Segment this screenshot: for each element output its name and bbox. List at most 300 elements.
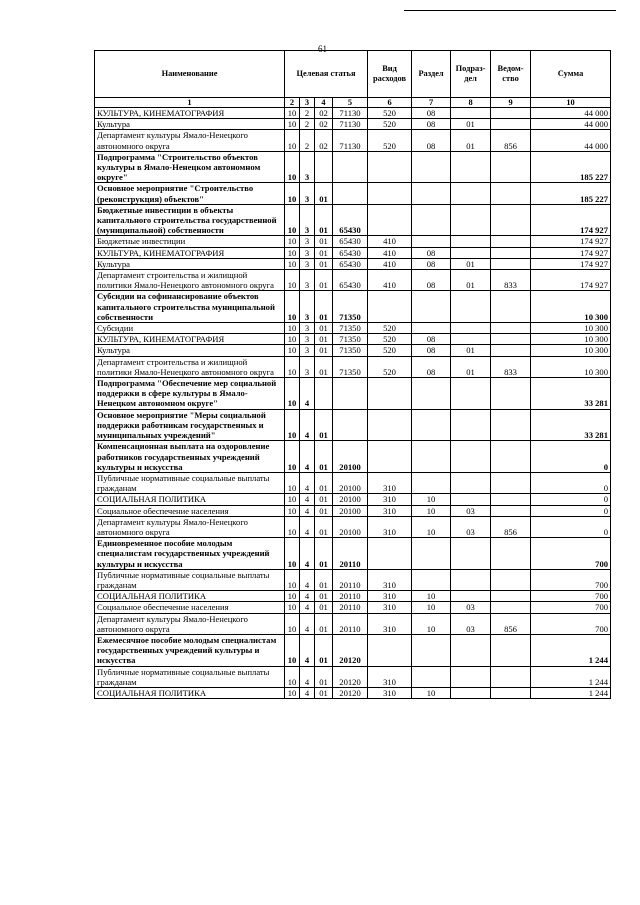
- cell-vid: [368, 378, 412, 410]
- cell-name: Публичные нормативные социальные выплаты гражданам: [95, 569, 285, 590]
- cell-code-3: 01: [315, 494, 333, 505]
- cell-vedomstvo: [491, 334, 531, 345]
- cell-code-1: 10: [285, 666, 300, 687]
- cell-code-2: 3: [300, 204, 315, 236]
- cell-podrazdel: [451, 108, 491, 119]
- cell-code-3: 01: [315, 204, 333, 236]
- cell-name: Департамент культуры Ямало-Ненецкого автономного округа: [95, 130, 285, 151]
- table-row: [95, 183, 611, 204]
- cell-podrazdel: 03: [451, 613, 491, 634]
- cell-name: СОЦИАЛЬНАЯ ПОЛИТИКА: [95, 591, 285, 602]
- cell-code-4: 65430: [333, 258, 368, 269]
- cell-code-2: 4: [300, 538, 315, 570]
- cell-code-3: 01: [315, 569, 333, 590]
- page-number: 61: [318, 44, 327, 54]
- cell-code-3: 01: [315, 291, 333, 323]
- header-razdel: Раздел: [412, 51, 451, 98]
- cell-razdel: 08: [412, 345, 451, 356]
- cell-code-3: 01: [315, 666, 333, 687]
- cell-code-2: 4: [300, 516, 315, 537]
- colnum: 8: [451, 98, 491, 108]
- cell-code-3: 01: [315, 334, 333, 345]
- cell-name: Бюджетные инвестиции: [95, 236, 285, 247]
- cell-code-2: 4: [300, 666, 315, 687]
- cell-vid: 310: [368, 602, 412, 613]
- cell-vid: [368, 183, 412, 204]
- cell-code-4: 71130: [333, 119, 368, 130]
- cell-code-1: 10: [285, 291, 300, 323]
- cell-code-2: 3: [300, 247, 315, 258]
- cell-code-3: 02: [315, 119, 333, 130]
- cell-summa: 0: [531, 516, 611, 537]
- cell-podrazdel: [451, 236, 491, 247]
- table-row: [95, 494, 611, 505]
- cell-code-2: 3: [300, 183, 315, 204]
- cell-summa: 1 244: [531, 666, 611, 687]
- colnum: 10: [531, 98, 611, 108]
- cell-code-3: 01: [315, 687, 333, 698]
- cell-podrazdel: 03: [451, 505, 491, 516]
- cell-name: КУЛЬТУРА, КИНЕМАТОГРАФИЯ: [95, 108, 285, 119]
- cell-code-2: 4: [300, 378, 315, 410]
- cell-podrazdel: [451, 538, 491, 570]
- cell-vedomstvo: [491, 441, 531, 473]
- cell-vid: 520: [368, 119, 412, 130]
- cell-name: Единовременное пособие молодым специалистам государственных учреждений культуры и искусства: [95, 538, 285, 570]
- cell-code-2: 4: [300, 569, 315, 590]
- cell-code-4: 20110: [333, 538, 368, 570]
- table-row: [95, 345, 611, 356]
- cell-name: Департамент культуры Ямало-Ненецкого автономного округа: [95, 516, 285, 537]
- cell-summa: 10 300: [531, 291, 611, 323]
- table-row: [95, 119, 611, 130]
- table-row: [95, 270, 611, 291]
- cell-code-3: [315, 151, 333, 183]
- cell-summa: 0: [531, 472, 611, 493]
- cell-razdel: 10: [412, 613, 451, 634]
- cell-code-3: 02: [315, 130, 333, 151]
- cell-name: Основное мероприятие "Меры социальной поддержки работникам государственных и муниципальных учреждений": [95, 409, 285, 441]
- cell-name: Основное мероприятие "Строительство (реконструкция) объектов": [95, 183, 285, 204]
- cell-razdel: 08: [412, 270, 451, 291]
- cell-vid: [368, 409, 412, 441]
- cell-podrazdel: [451, 151, 491, 183]
- cell-razdel: [412, 634, 451, 666]
- cell-vid: 520: [368, 345, 412, 356]
- cell-vedomstvo: [491, 236, 531, 247]
- cell-vid: 310: [368, 494, 412, 505]
- cell-code-4: 20100: [333, 494, 368, 505]
- cell-code-3: 01: [315, 356, 333, 377]
- cell-name: Департамент культуры Ямало-Ненецкого автономного округа: [95, 613, 285, 634]
- cell-vedomstvo: [491, 666, 531, 687]
- cell-code-4: 20110: [333, 591, 368, 602]
- cell-name: Социальное обеспечение населения: [95, 505, 285, 516]
- cell-code-1: 10: [285, 334, 300, 345]
- cell-vid: 520: [368, 334, 412, 345]
- header-vid: Вид расходов: [368, 51, 412, 98]
- cell-code-1: 10: [285, 247, 300, 258]
- cell-code-3: 01: [315, 634, 333, 666]
- cell-vedomstvo: [491, 494, 531, 505]
- cell-vedomstvo: [491, 345, 531, 356]
- cell-vid: 410: [368, 270, 412, 291]
- cell-name: Субсидии: [95, 323, 285, 334]
- cell-vedomstvo: [491, 323, 531, 334]
- table-row: [95, 356, 611, 377]
- cell-podrazdel: [451, 569, 491, 590]
- cell-code-1: 10: [285, 494, 300, 505]
- cell-podrazdel: 01: [451, 258, 491, 269]
- table-row: [95, 538, 611, 570]
- cell-code-3: 01: [315, 516, 333, 537]
- cell-vedomstvo: [491, 119, 531, 130]
- cell-summa: 185 227: [531, 183, 611, 204]
- header-row: [95, 51, 611, 98]
- cell-code-1: 10: [285, 378, 300, 410]
- cell-name: Ежемесячное пособие молодым специалистам государственных учреждений культуры и искусства: [95, 634, 285, 666]
- cell-vedomstvo: [491, 505, 531, 516]
- cell-summa: 174 927: [531, 204, 611, 236]
- cell-code-3: 01: [315, 591, 333, 602]
- cell-vedomstvo: [491, 409, 531, 441]
- cell-podrazdel: [451, 494, 491, 505]
- cell-summa: 174 927: [531, 247, 611, 258]
- table-row: [95, 613, 611, 634]
- cell-code-2: 4: [300, 634, 315, 666]
- colnum: 7: [412, 98, 451, 108]
- cell-vedomstvo: 856: [491, 613, 531, 634]
- cell-vid: 310: [368, 516, 412, 537]
- cell-podrazdel: 01: [451, 356, 491, 377]
- cell-summa: 0: [531, 494, 611, 505]
- cell-code-4: 71350: [333, 323, 368, 334]
- cell-razdel: [412, 441, 451, 473]
- colnum: 6: [368, 98, 412, 108]
- cell-code-2: 4: [300, 494, 315, 505]
- cell-podrazdel: [451, 441, 491, 473]
- cell-vedomstvo: [491, 602, 531, 613]
- cell-razdel: [412, 323, 451, 334]
- cell-summa: 1 244: [531, 634, 611, 666]
- cell-vid: 310: [368, 687, 412, 698]
- cell-code-3: 01: [315, 247, 333, 258]
- budget-table: [94, 50, 611, 699]
- cell-name: Бюджетные инвестиции в объекты капитального строительства государственной (муниципальной) собственности: [95, 204, 285, 236]
- cell-code-4: 65430: [333, 236, 368, 247]
- cell-code-4: 20110: [333, 613, 368, 634]
- cell-vid: [368, 291, 412, 323]
- cell-code-2: 3: [300, 270, 315, 291]
- table-row: [95, 591, 611, 602]
- cell-code-3: 01: [315, 270, 333, 291]
- cell-razdel: [412, 183, 451, 204]
- cell-razdel: 10: [412, 494, 451, 505]
- cell-vedomstvo: [491, 538, 531, 570]
- cell-podrazdel: [451, 204, 491, 236]
- cell-vedomstvo: [491, 204, 531, 236]
- cell-razdel: 10: [412, 602, 451, 613]
- cell-code-4: 71130: [333, 130, 368, 151]
- cell-razdel: [412, 472, 451, 493]
- colnum: 1: [95, 98, 285, 108]
- cell-podrazdel: 01: [451, 270, 491, 291]
- cell-code-1: 10: [285, 130, 300, 151]
- cell-name: КУЛЬТУРА, КИНЕМАТОГРАФИЯ: [95, 334, 285, 345]
- cell-code-1: 10: [285, 204, 300, 236]
- cell-razdel: [412, 569, 451, 590]
- cell-code-1: 10: [285, 356, 300, 377]
- cell-vedomstvo: 856: [491, 516, 531, 537]
- cell-vid: 310: [368, 666, 412, 687]
- cell-code-2: 2: [300, 108, 315, 119]
- cell-code-3: 01: [315, 613, 333, 634]
- cell-razdel: 10: [412, 591, 451, 602]
- cell-vid: 310: [368, 613, 412, 634]
- table-row: [95, 505, 611, 516]
- cell-razdel: 08: [412, 247, 451, 258]
- cell-code-4: 71350: [333, 356, 368, 377]
- cell-vid: 520: [368, 130, 412, 151]
- cell-vid: 310: [368, 505, 412, 516]
- cell-code-2: 4: [300, 409, 315, 441]
- cell-code-2: 2: [300, 119, 315, 130]
- cell-vedomstvo: [491, 291, 531, 323]
- cell-name: Культура: [95, 345, 285, 356]
- top-rule: [404, 10, 616, 11]
- cell-code-1: 10: [285, 538, 300, 570]
- cell-code-3: [315, 378, 333, 410]
- cell-summa: 174 927: [531, 236, 611, 247]
- cell-code-2: 4: [300, 441, 315, 473]
- cell-podrazdel: [451, 472, 491, 493]
- cell-code-1: 10: [285, 345, 300, 356]
- cell-razdel: 08: [412, 258, 451, 269]
- cell-code-3: 01: [315, 409, 333, 441]
- cell-code-2: 3: [300, 236, 315, 247]
- cell-code-1: 10: [285, 108, 300, 119]
- cell-vid: [368, 441, 412, 473]
- cell-name: Подпрограмма "Строительство объектов культуры в Ямало-Ненецком автономном округе": [95, 151, 285, 183]
- cell-summa: 700: [531, 613, 611, 634]
- cell-code-2: 3: [300, 258, 315, 269]
- cell-summa: 44 000: [531, 119, 611, 130]
- cell-vid: 410: [368, 258, 412, 269]
- table-row: [95, 204, 611, 236]
- cell-razdel: 10: [412, 687, 451, 698]
- colnum: 4: [315, 98, 333, 108]
- table-row: [95, 441, 611, 473]
- header-podrazdel: Подраз-дел: [451, 51, 491, 98]
- cell-razdel: 08: [412, 334, 451, 345]
- cell-code-2: 4: [300, 472, 315, 493]
- cell-summa: 10 300: [531, 345, 611, 356]
- cell-code-1: 10: [285, 258, 300, 269]
- cell-code-1: 10: [285, 409, 300, 441]
- cell-code-1: 10: [285, 634, 300, 666]
- cell-razdel: [412, 236, 451, 247]
- cell-podrazdel: 03: [451, 516, 491, 537]
- cell-name: Субсидии на софинансирование объектов капитального строительства муниципальной собственности: [95, 291, 285, 323]
- cell-code-3: 01: [315, 258, 333, 269]
- cell-code-1: 10: [285, 119, 300, 130]
- cell-code-2: 4: [300, 505, 315, 516]
- cell-code-3: 01: [315, 236, 333, 247]
- colnum: 3: [300, 98, 315, 108]
- cell-summa: 174 927: [531, 258, 611, 269]
- header-name: Наименование: [95, 51, 285, 98]
- cell-code-4: [333, 409, 368, 441]
- cell-vid: 410: [368, 247, 412, 258]
- cell-vedomstvo: [491, 569, 531, 590]
- cell-vid: 520: [368, 108, 412, 119]
- cell-code-2: 4: [300, 613, 315, 634]
- table-row: [95, 108, 611, 119]
- cell-vid: 520: [368, 356, 412, 377]
- cell-razdel: [412, 666, 451, 687]
- cell-summa: 44 000: [531, 108, 611, 119]
- cell-name: Публичные нормативные социальные выплаты гражданам: [95, 666, 285, 687]
- cell-code-3: 01: [315, 472, 333, 493]
- cell-name: Департамент строительства и жилищной политики Ямало-Ненецкого автономного округа: [95, 270, 285, 291]
- cell-code-4: 71350: [333, 334, 368, 345]
- cell-podrazdel: [451, 634, 491, 666]
- table-body: [95, 108, 611, 699]
- cell-summa: 700: [531, 591, 611, 602]
- cell-code-2: 3: [300, 323, 315, 334]
- cell-vedomstvo: [491, 258, 531, 269]
- cell-code-3: 01: [315, 538, 333, 570]
- cell-code-4: 65430: [333, 247, 368, 258]
- cell-code-4: 71130: [333, 108, 368, 119]
- cell-razdel: 10: [412, 505, 451, 516]
- cell-code-1: 10: [285, 270, 300, 291]
- cell-summa: 700: [531, 569, 611, 590]
- cell-code-4: 65430: [333, 270, 368, 291]
- cell-razdel: [412, 409, 451, 441]
- cell-name: СОЦИАЛЬНАЯ ПОЛИТИКА: [95, 494, 285, 505]
- cell-code-3: 01: [315, 505, 333, 516]
- cell-code-4: 20100: [333, 505, 368, 516]
- cell-code-4: 20110: [333, 602, 368, 613]
- cell-name: КУЛЬТУРА, КИНЕМАТОГРАФИЯ: [95, 247, 285, 258]
- cell-razdel: [412, 291, 451, 323]
- cell-code-2: 2: [300, 130, 315, 151]
- cell-razdel: 08: [412, 108, 451, 119]
- table-row: [95, 130, 611, 151]
- cell-code-1: 10: [285, 613, 300, 634]
- cell-vedomstvo: 833: [491, 270, 531, 291]
- cell-code-2: 3: [300, 151, 315, 183]
- cell-summa: 0: [531, 505, 611, 516]
- cell-razdel: [412, 378, 451, 410]
- cell-code-4: 20120: [333, 634, 368, 666]
- cell-razdel: 08: [412, 356, 451, 377]
- cell-razdel: [412, 538, 451, 570]
- cell-summa: 33 281: [531, 378, 611, 410]
- cell-vedomstvo: [491, 378, 531, 410]
- cell-code-3: 01: [315, 183, 333, 204]
- table-row: [95, 291, 611, 323]
- cell-code-2: 3: [300, 291, 315, 323]
- cell-code-3: 01: [315, 602, 333, 613]
- table-row: [95, 247, 611, 258]
- cell-name: Подпрограмма "Обеспечение мер социальной поддержки в сфере культуры в Ямало-Ненецком автономном округе": [95, 378, 285, 410]
- colnum: 9: [491, 98, 531, 108]
- cell-razdel: 08: [412, 130, 451, 151]
- table-row: [95, 323, 611, 334]
- cell-podrazdel: [451, 666, 491, 687]
- table-row: [95, 687, 611, 698]
- cell-summa: 10 300: [531, 356, 611, 377]
- cell-podrazdel: [451, 378, 491, 410]
- cell-code-4: 65430: [333, 204, 368, 236]
- cell-podrazdel: [451, 323, 491, 334]
- cell-code-2: 3: [300, 356, 315, 377]
- colnum: 5: [333, 98, 368, 108]
- cell-code-1: 10: [285, 569, 300, 590]
- cell-name: Культура: [95, 119, 285, 130]
- cell-code-4: 20100: [333, 516, 368, 537]
- cell-podrazdel: [451, 183, 491, 204]
- cell-vid: 310: [368, 472, 412, 493]
- table-row: [95, 151, 611, 183]
- cell-summa: 185 227: [531, 151, 611, 183]
- cell-podrazdel: [451, 591, 491, 602]
- header-vedomstvo: Ведом-ство: [491, 51, 531, 98]
- cell-summa: 33 281: [531, 409, 611, 441]
- cell-vid: [368, 538, 412, 570]
- cell-podrazdel: 03: [451, 602, 491, 613]
- cell-vedomstvo: [491, 183, 531, 204]
- cell-code-4: 20120: [333, 666, 368, 687]
- cell-vedomstvo: [491, 687, 531, 698]
- cell-vid: 310: [368, 591, 412, 602]
- cell-code-4: [333, 378, 368, 410]
- cell-summa: 1 244: [531, 687, 611, 698]
- cell-code-2: 3: [300, 345, 315, 356]
- colnum: 2: [285, 98, 300, 108]
- cell-code-1: 10: [285, 441, 300, 473]
- table-row: [95, 334, 611, 345]
- cell-code-3: 01: [315, 323, 333, 334]
- cell-vid: [368, 151, 412, 183]
- table-row: [95, 569, 611, 590]
- cell-code-3: 01: [315, 441, 333, 473]
- column-number-row: [95, 98, 611, 108]
- cell-vedomstvo: [491, 151, 531, 183]
- cell-code-4: 71350: [333, 291, 368, 323]
- cell-podrazdel: [451, 247, 491, 258]
- cell-podrazdel: 01: [451, 345, 491, 356]
- table-row: [95, 472, 611, 493]
- cell-vid: 520: [368, 323, 412, 334]
- cell-code-4: 20120: [333, 687, 368, 698]
- table-row: [95, 378, 611, 410]
- cell-name: Публичные нормативные социальные выплаты гражданам: [95, 472, 285, 493]
- table-row: [95, 666, 611, 687]
- cell-summa: 174 927: [531, 270, 611, 291]
- cell-vedomstvo: [491, 472, 531, 493]
- header-target: Целевая статья: [285, 51, 368, 98]
- table-row: [95, 602, 611, 613]
- cell-summa: 44 000: [531, 130, 611, 151]
- cell-vedomstvo: [491, 247, 531, 258]
- cell-code-1: 10: [285, 472, 300, 493]
- cell-name: СОЦИАЛЬНАЯ ПОЛИТИКА: [95, 687, 285, 698]
- cell-code-4: 20110: [333, 569, 368, 590]
- cell-vedomstvo: [491, 591, 531, 602]
